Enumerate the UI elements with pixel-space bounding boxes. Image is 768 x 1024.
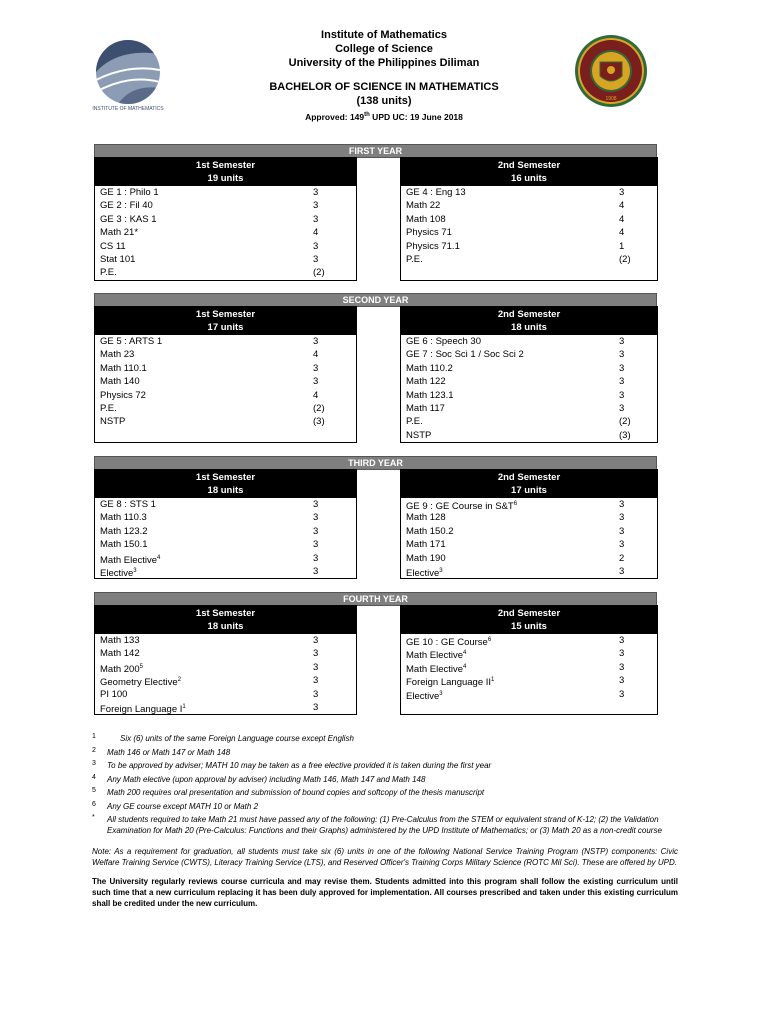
course-row (401, 661, 657, 674)
course-name: Math 133 (100, 635, 140, 646)
course-units: 3 (313, 635, 319, 646)
course-units: 4 (313, 389, 319, 401)
year-title: FIRST YEAR (94, 144, 657, 158)
course-row (401, 389, 657, 402)
semester-header (401, 470, 657, 498)
course-row (401, 674, 657, 687)
course-row (95, 647, 356, 660)
logo-caption: INSTITUTE OF MATHEMATICS (92, 106, 164, 112)
course-name: Math 123.2 (100, 525, 148, 537)
footnote-mark: 3 (92, 760, 96, 767)
course-units: 3 (619, 499, 625, 510)
course-name: Math 128 (406, 512, 446, 524)
course-name: Elective (100, 568, 134, 580)
semester-units: 19 units (207, 173, 244, 184)
course-name: Math 23 (100, 349, 135, 361)
second-semester-table (400, 605, 658, 715)
footnote (92, 788, 678, 799)
course-units: 3 (313, 525, 319, 537)
course-row (401, 552, 657, 565)
course-row (401, 266, 657, 279)
footnote-mark: * (92, 814, 95, 821)
course-units: 2 (619, 552, 625, 564)
course-units: 3 (313, 661, 319, 673)
footnote-text: All students required to take Math 21 must have passed any of the following: (1) Pre-Calculus from the STEM or equivalent strand of K-12; (2) the Validation Examination for Math 20 (Pre-Calculus: Functions and their Graphs) administered by the UPD Institute of Mathematics; or (3) Math 20 as a non-credit course (107, 815, 662, 835)
course-units: 3 (313, 675, 319, 687)
first-semester-table (94, 605, 357, 715)
course-name: Math 171 (406, 539, 446, 551)
seal-year: 1908 (605, 96, 617, 102)
course-units: 4 (619, 200, 625, 212)
semester-header (95, 307, 356, 335)
course-row (401, 375, 657, 388)
course-row (95, 674, 356, 687)
course-row (95, 402, 356, 415)
course-name: P.E. (100, 267, 117, 279)
curriculum-policy: The University regularly reviews course curricula and may revise them. Students admitted into this program shall follow the existing curriculum until such time that a new curriculum replacing it has been duly approved for implementation. All courses prescribed and taken under this existing curriculum shall be credited under the new curriculum. (92, 877, 678, 908)
course-name: Math 108 (406, 213, 446, 225)
first-semester-table (94, 306, 357, 443)
footnote-ref: 6 (513, 501, 518, 507)
course-name: Stat 101 (100, 253, 136, 265)
footnote-ref: 2 (177, 677, 181, 684)
footnote-ref: 4 (463, 663, 467, 670)
year-title: THIRD YEAR (94, 456, 657, 470)
course-units: 3 (619, 661, 625, 673)
semester-header (95, 470, 356, 498)
footnote-ref: 1 (182, 703, 186, 710)
course-row (95, 525, 356, 538)
nstp-note: Note: As a requirement for graduation, all students must take six (6) units in one of the following National Service Training Program (NSTP) components: Civic Welfare Training Service (CWTS), Literacy Training Service (LTS), and Reserved Officer's Training Corps Military Science (ROTC Mil Sci). These are offered by UPD. (92, 847, 678, 867)
course-name: Math 110.2 (406, 362, 453, 374)
course-name: Elective (406, 568, 440, 580)
second-semester-table (400, 306, 658, 443)
course-units: 3 (313, 499, 319, 510)
course-row (95, 240, 356, 253)
footnote-text: Six (6) units of the same Foreign Language course except English (120, 734, 354, 743)
course-units: 3 (619, 539, 625, 551)
course-name: P.E. (406, 416, 423, 428)
course-units: 3 (619, 376, 625, 388)
course-name: Foreign Language I (100, 704, 183, 716)
course-name: Math 190 (406, 552, 446, 564)
course-units: (2) (313, 267, 325, 279)
course-units: 4 (313, 349, 319, 361)
semester-units: 18 units (207, 485, 244, 496)
course-name: GE 4 : Eng 13 (406, 187, 466, 198)
course-row (401, 647, 657, 660)
course-row (95, 538, 356, 551)
course-units: 3 (313, 512, 319, 524)
course-name: Math 140 (100, 376, 140, 388)
course-name: GE 2 : Fil 40 (100, 200, 153, 212)
course-units: 3 (313, 240, 319, 252)
course-units: 3 (313, 362, 319, 374)
footnote-mark: 6 (92, 800, 96, 808)
course-name: Math 22 (406, 200, 441, 212)
course-units: 3 (619, 512, 625, 524)
course-units: 4 (619, 227, 625, 239)
course-name: Math 150.1 (100, 539, 148, 551)
course-name: GE 1 : Philo 1 (100, 187, 159, 198)
course-units: (3) (313, 416, 325, 428)
course-row (95, 348, 356, 361)
course-row (95, 552, 356, 565)
course-row (95, 688, 356, 701)
program-units: (138 units) (356, 95, 412, 107)
course-name: P.E. (406, 253, 423, 265)
course-units: (3) (619, 429, 631, 441)
footnote-mark: 2 (92, 746, 96, 754)
footnote-text: Any Math elective (upon approval by adviser) including Math 146, Math 147 and Math 148 (107, 774, 426, 784)
course-row (401, 498, 657, 511)
course-units: 3 (313, 187, 319, 198)
course-row (95, 213, 356, 226)
course-row (401, 199, 657, 212)
course-name: Foreign Language II (406, 677, 492, 689)
course-row (401, 634, 657, 647)
course-row (401, 240, 657, 253)
course-units: 3 (619, 362, 625, 374)
course-row (95, 634, 356, 647)
course-units: 3 (619, 635, 625, 646)
program-title: BACHELOR OF SCIENCE IN MATHEMATICS (269, 81, 499, 93)
course-row (401, 335, 657, 348)
course-name: Physics 71 (406, 227, 452, 239)
first-semester-table (94, 469, 357, 579)
course-name: Physics 72 (100, 389, 146, 401)
course-units: 3 (619, 565, 625, 577)
course-row (95, 429, 356, 442)
course-row (95, 701, 356, 714)
footnote-mark: 1 (92, 733, 96, 740)
course-units: 4 (313, 227, 319, 239)
course-row (95, 389, 356, 402)
course-units: 3 (313, 701, 319, 713)
footnotes (92, 734, 678, 909)
course-units: 3 (619, 389, 625, 401)
course-name: GE 3 : KAS 1 (100, 213, 157, 225)
course-units: 4 (619, 213, 625, 225)
course-name: NSTP (406, 429, 432, 441)
college-name: College of Science (335, 43, 433, 55)
course-units: (2) (619, 253, 631, 265)
course-units: 3 (619, 336, 625, 347)
footnote-text: To be approved by adviser; MATH 10 may be taken as a free elective provided it is taken during the first year (107, 761, 492, 770)
year-block (94, 293, 657, 441)
course-row (95, 253, 356, 266)
course-name: Math Elective (406, 650, 464, 662)
course-name: GE 10 : GE Course (406, 637, 488, 649)
year-block (94, 456, 657, 580)
semester-units: 15 units (511, 621, 547, 632)
course-name: GE 7 : Soc Sci 1 / Soc Sci 2 (406, 349, 524, 361)
semester-title: 2nd Semester (497, 309, 561, 320)
course-units: 3 (313, 213, 319, 225)
course-row (95, 565, 356, 578)
course-row (95, 199, 356, 212)
course-units: 3 (313, 688, 319, 700)
semester-units: 17 units (207, 322, 244, 333)
document-header (0, 28, 768, 123)
course-row (401, 213, 657, 226)
course-name: GE 9 : GE Course in S&T (406, 501, 514, 513)
course-name: Math 110.3 (100, 512, 147, 524)
footnote-ref: 1 (491, 677, 495, 684)
course-units: 3 (313, 648, 319, 660)
course-row (401, 511, 657, 524)
course-row (95, 226, 356, 239)
course-row (95, 362, 356, 375)
course-units: 3 (313, 565, 319, 577)
course-units: 3 (313, 336, 319, 347)
course-row (95, 266, 356, 279)
year-block (94, 592, 657, 716)
footnote (92, 748, 678, 759)
year-title: FOURTH YEAR (94, 592, 657, 606)
course-name: P.E. (100, 402, 117, 414)
course-name: PI 100 (100, 688, 128, 700)
course-row (401, 701, 657, 714)
footnote (92, 775, 678, 786)
footnote-ref: 3 (439, 567, 443, 574)
semester-title: 1st Semester (195, 608, 256, 619)
course-row (401, 186, 657, 199)
footnote (92, 734, 678, 745)
semester-units: 17 units (511, 485, 547, 496)
course-name: Math Elective (100, 554, 158, 566)
year-block (94, 144, 657, 279)
footnote (92, 761, 678, 772)
course-name: Math 110.1 (100, 362, 147, 374)
semester-title: 2nd Semester (497, 608, 561, 619)
footnote-ref: 4 (157, 554, 161, 561)
course-units: 1 (619, 240, 625, 252)
course-row (401, 525, 657, 538)
course-row (401, 538, 657, 551)
course-row (95, 511, 356, 524)
course-units: 3 (313, 253, 319, 265)
course-units: (2) (313, 402, 325, 414)
course-row (401, 348, 657, 361)
semester-header (401, 606, 657, 634)
course-row (401, 565, 657, 578)
semester-title: 1st Semester (195, 309, 256, 320)
course-units: 3 (619, 648, 625, 660)
course-name: Math 122 (406, 376, 446, 388)
course-row (401, 402, 657, 415)
course-name: Math 200 (100, 663, 140, 675)
course-row (401, 253, 657, 266)
course-units: 3 (619, 402, 625, 414)
semester-header (95, 606, 356, 634)
course-name: Math Elective (406, 663, 464, 675)
footnote-text: Any GE course except MATH 10 or Math 2 (107, 801, 259, 811)
footnote-ref: 3 (133, 567, 137, 574)
course-name: GE 5 : ARTS 1 (100, 336, 163, 347)
course-row (401, 688, 657, 701)
course-row (95, 375, 356, 388)
university-name: University of the Philippines Diliman (288, 57, 480, 69)
semester-units: 18 units (511, 322, 547, 333)
footnote-text: Math 146 or Math 147 or Math 148 (107, 747, 231, 757)
approval-line: Approved: 149th UPD UC: 19 June 2018 (305, 111, 463, 122)
course-row (95, 661, 356, 674)
course-row (95, 498, 356, 511)
second-semester-table (400, 469, 658, 579)
course-name: Geometry Elective (100, 677, 178, 689)
semester-header (95, 158, 356, 186)
course-units: 3 (313, 200, 319, 212)
semester-title: 1st Semester (195, 160, 256, 171)
course-units: 3 (313, 376, 319, 388)
footnote (92, 815, 678, 836)
year-title: SECOND YEAR (94, 293, 657, 307)
footnote-text: Math 200 requires oral presentation and submission of bound copies and softcopy of the thesis manuscript (107, 788, 485, 797)
semester-header (401, 158, 657, 186)
course-units: 3 (619, 187, 625, 198)
semester-header (401, 307, 657, 335)
course-row (401, 429, 657, 442)
course-row (401, 362, 657, 375)
semester-title: 1st Semester (195, 472, 256, 483)
course-name: CS 11 (100, 240, 126, 252)
course-row (95, 415, 356, 428)
course-row (95, 335, 356, 348)
semester-units: 18 units (207, 621, 244, 632)
course-units: 3 (619, 349, 625, 361)
course-name: Math 123.1 (406, 389, 454, 401)
course-row (95, 186, 356, 199)
course-name: Math 117 (406, 402, 445, 414)
course-row (401, 226, 657, 239)
course-units: 3 (313, 539, 319, 551)
footnote (92, 802, 678, 813)
second-semester-table (400, 157, 658, 281)
course-name: Math 150.2 (406, 525, 454, 537)
semester-units: 16 units (511, 173, 547, 184)
first-semester-table (94, 157, 357, 281)
footnote-ref: 6 (487, 637, 492, 643)
footnote-mark: 4 (92, 773, 96, 781)
semester-title: 2nd Semester (497, 160, 561, 171)
course-name: GE 8 : STS 1 (100, 499, 156, 510)
course-units: (2) (619, 416, 631, 428)
course-name: NSTP (100, 416, 126, 428)
course-name: GE 6 : Speech 30 (406, 336, 481, 347)
course-units: 3 (619, 675, 625, 687)
footnote-ref: 5 (139, 663, 143, 670)
footnote-ref: 3 (439, 690, 443, 697)
course-units: 3 (313, 552, 319, 564)
course-name: Physics 71.1 (406, 240, 460, 252)
course-units: 3 (619, 688, 625, 700)
footnote-mark: 5 (92, 787, 96, 794)
course-row (401, 415, 657, 428)
course-units: 3 (619, 525, 625, 537)
semester-title: 2nd Semester (497, 472, 561, 483)
footnote-ref: 4 (463, 650, 467, 657)
course-name: Math 21* (100, 227, 139, 239)
institute-name: Institute of Mathematics (321, 29, 447, 41)
course-name: Elective (406, 690, 440, 702)
course-name: Math 142 (100, 648, 140, 660)
